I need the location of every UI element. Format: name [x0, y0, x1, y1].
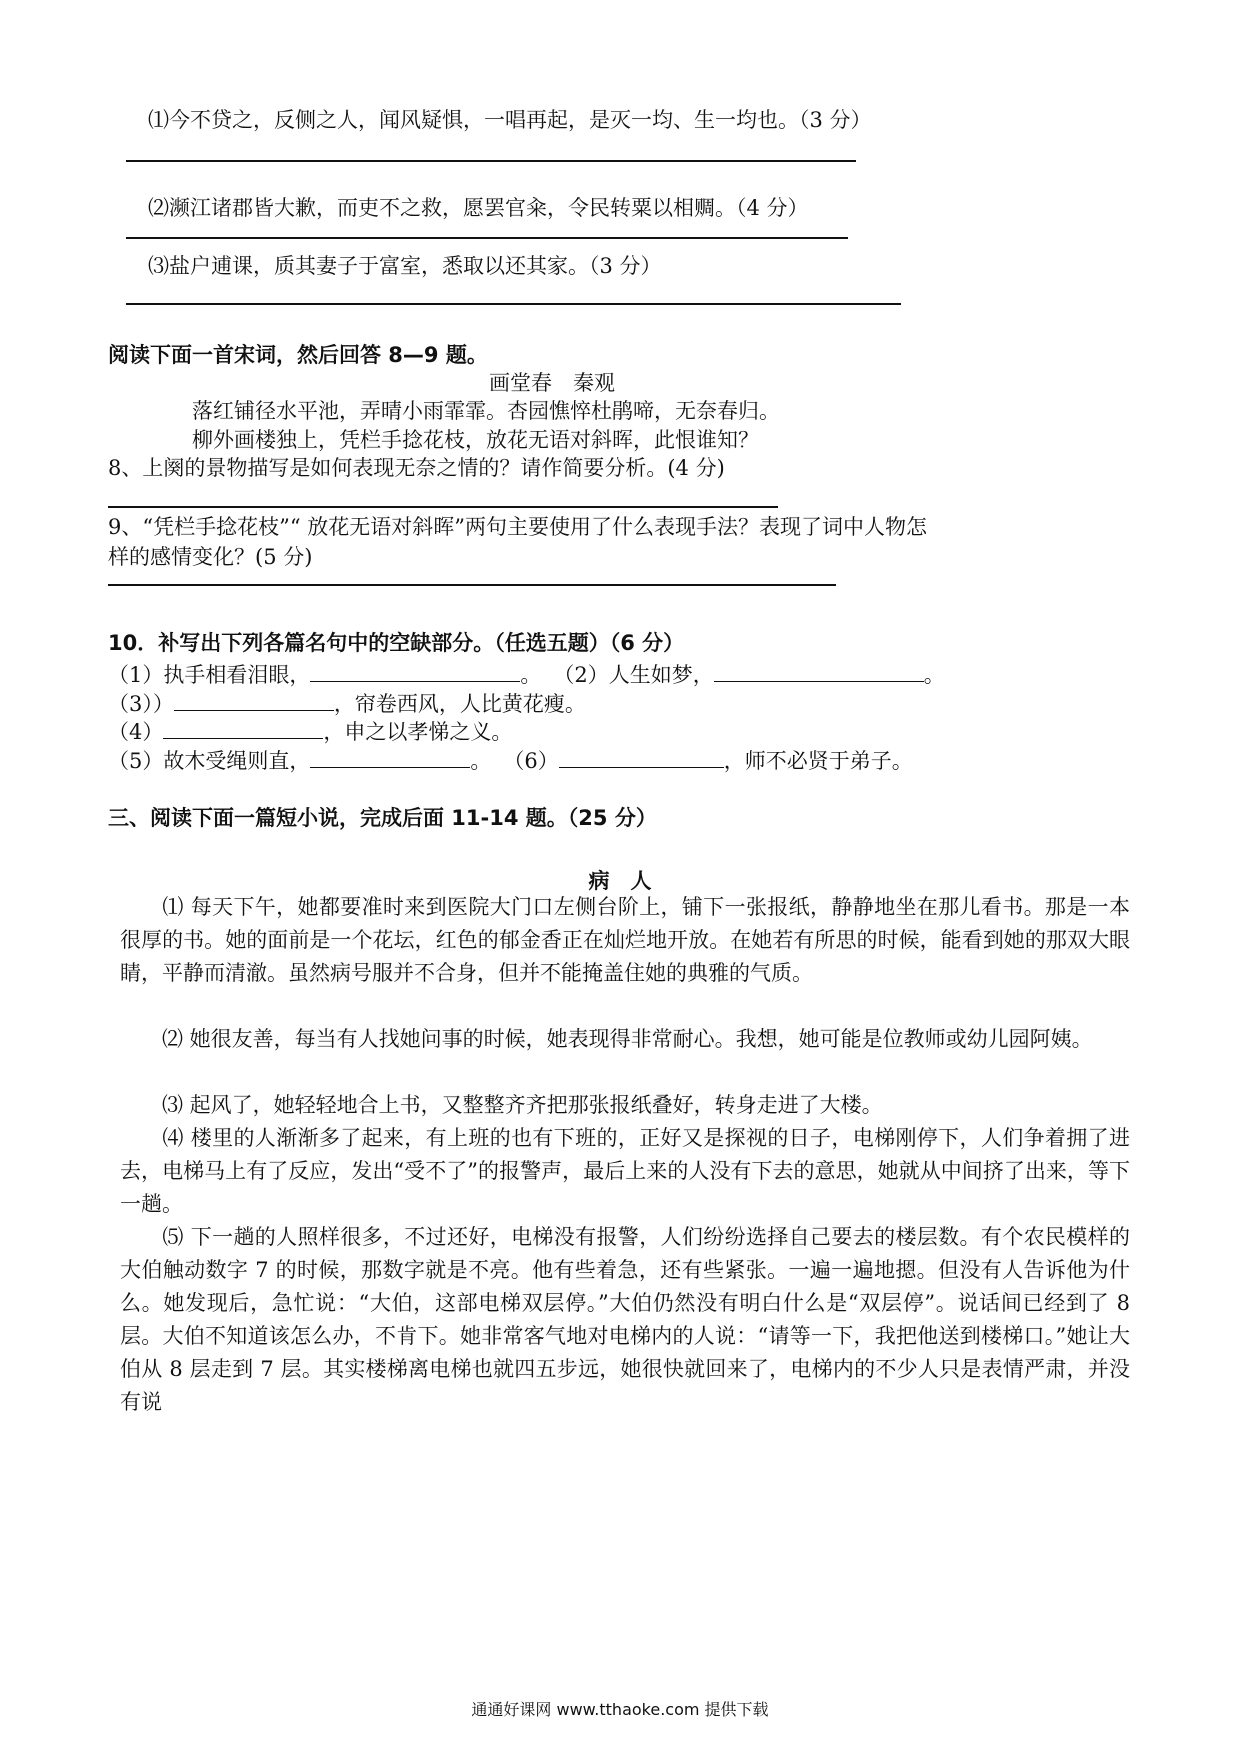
- fill-blank: [174, 692, 334, 711]
- story-title: 病 人: [588, 869, 652, 893]
- fill-blank: [163, 720, 323, 739]
- fill-item-3: （3）） ，帘卷西风，人比黄花瘦。: [108, 692, 586, 716]
- poem-title: 画堂春 秦观: [489, 371, 615, 395]
- fill-section-heading: 10．补写出下列各篇名句中的空缺部分。（任选五题）（6 分）: [108, 631, 685, 655]
- answer-line: [126, 160, 856, 162]
- story-section-heading: 三、阅读下面一篇短小说，完成后面 11-14 题。（25 分）: [108, 806, 657, 830]
- story-paragraph-5: ⑸ 下一趟的人照样很多，不过还好，电梯没有报警，人们纷纷选择自己要去的楼层数。有个农民模样的大伯触动数字 7 的时候，那数字就是不亮。他有些着急，还有些紧张。一遍一遍地摁。但没有人告诉他为什么。她发现后，急忙说：“大伯，这部电梯双层停。”大伯仍然没有明白什么是“双层停”。说话间已经到了 8 层。大伯不知道该怎么办，不肯下。她非常客气地对电梯内的人说：“请等一下，我把他送到楼梯口。”她让大伯从 8 层走到 7 层。其实楼梯离电梯也就四五步远，她很快就回来了，电梯内的不少人只是表情严肃，并没有说: [120, 1225, 1130, 1414]
- answer-line: [126, 237, 848, 239]
- story-paragraph-4: ⑷ 楼里的人渐渐多了起来，有上班的也有下班的，正好又是探视的日子，电梯刚停下，人们争着拥了进去，电梯马上有了反应，发出“受不了”的报警声，最后上来的人没有下去的意思，她就从中间挤了出来，等下一趟。: [120, 1126, 1130, 1216]
- poem-section-heading: 阅读下面一首宋词，然后回答 8—9 题。: [108, 343, 488, 367]
- story-paragraph-3: ⑶ 起风了，她轻轻地合上书，又整整齐齐把那张报纸叠好，转身走进了大楼。: [162, 1093, 883, 1117]
- fill-blank: [310, 663, 520, 682]
- fill-blank: [559, 749, 724, 768]
- question-9-line-1: 9、“凭栏手捻花枝”“ 放花无语对斜晖”两句主要使用了什么表现手法？表现了词中人物怎: [108, 515, 927, 539]
- poem-line-2: 柳外画楼独上，凭栏手捻花枝，放花无语对斜晖，此恨谁知？: [192, 428, 759, 452]
- question-8: 8、上阕的景物描写是如何表现无奈之情的？请作简要分析。(4 分): [108, 456, 725, 480]
- answer-line: [108, 584, 836, 586]
- story-paragraph-1: ⑴ 每天下午，她都要准时来到医院大门口左侧台阶上，铺下一张报纸，静静地坐在那儿看书。那是一本很厚的书。她的面前是一个花坛，红色的郁金香正在灿烂地开放。在她若有所思的时候，能看到她的那双大眼睛，平静而清澈。虽然病号服并不合身，但并不能掩盖住她的典雅的气质。: [120, 895, 1130, 985]
- fill-item-1-2: （1）执手相看泪眼， 。 （2）人生如梦， 。: [108, 663, 945, 687]
- translation-question-3: ⑶盐户逋课，质其妻子于富室，悉取以还其家。（3 分）: [148, 254, 662, 278]
- fill-item-2-label: （2）人生如梦，: [553, 663, 714, 687]
- answer-line: [126, 303, 901, 305]
- translation-question-2: ⑵濒江诸郡皆大歉，而吏不之救，愿罢官籴，令民转粟以相赒。（4 分）: [148, 196, 809, 220]
- story-paragraph-2: ⑵ 她很友善，每当有人找她问事的时候，她表现得非常耐心。我想，她可能是位教师或幼儿园阿姨。: [162, 1027, 1093, 1051]
- answer-line: [108, 506, 778, 508]
- translation-question-1: ⑴今不贷之，反侧之人，闻风疑惧，一唱再起，是灭一均、生一均也。（3 分）: [148, 108, 872, 132]
- question-9-line-2: 样的感情变化？(5 分): [108, 545, 313, 569]
- page-footer: 通通好课网 www.tthaoke.com 提供下载: [471, 1700, 769, 1719]
- fill-item-1-label: （1）执手相看泪眼，: [108, 663, 311, 687]
- fill-item-5-6: （5）故木受绳则直， 。 （6） ，师不必贤于弟子。: [108, 749, 913, 773]
- fill-item-4: （4） ，申之以孝悌之义。: [108, 720, 513, 744]
- poem-line-1: 落红铺径水平池，弄晴小雨霏霏。杏园憔悴杜鹃啼，无奈春归。: [192, 399, 780, 423]
- fill-blank: [714, 663, 924, 682]
- fill-blank: [310, 749, 470, 768]
